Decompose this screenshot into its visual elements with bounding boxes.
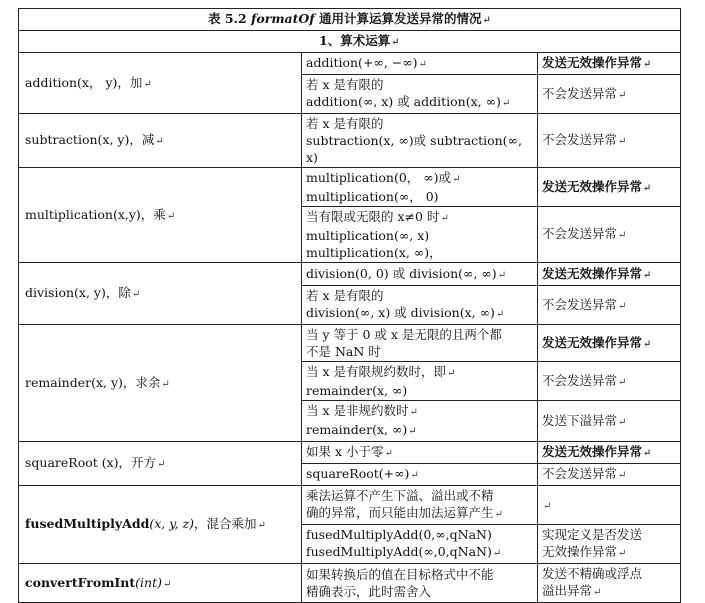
result-cell: 不会发送异常↵ xyxy=(538,207,681,263)
caption-number: 表 5.2 xyxy=(208,11,247,26)
condition-line: remainder(x, ∞) xyxy=(306,422,408,437)
condition-line: subtraction(x, ∞)或 subtraction(∞, x) xyxy=(306,133,522,165)
function-cell-division: division(x, y)，除↵ xyxy=(19,263,302,325)
condition-cell: fusedMultiplyAdd(0,∞,qNaN) fusedMultiplyAdd(∞,0,qNaN)↵ xyxy=(302,525,538,564)
result-text: 发送无效操作异常 xyxy=(542,444,643,459)
condition-cell xyxy=(302,325,538,362)
result-cell: 发送无效操作异常↵ xyxy=(538,263,681,286)
result-cell: 不会发送异常↵ xyxy=(538,286,681,325)
condition-line: 确的异常，而只能由加法运算产生 xyxy=(306,505,494,520)
result-line: 溢出异常 xyxy=(542,583,593,598)
condition-line: division(∞, x) 或 division(x, ∞) xyxy=(306,305,495,320)
result-cell: 发送无效操作异常↵ xyxy=(538,168,681,207)
result-text: 不会发送异常 xyxy=(542,296,618,312)
condition-line: addition(∞, x) 或 addition(x, ∞) xyxy=(306,94,501,109)
condition-line: division(0, 0) 或 division(∞, ∞) xyxy=(306,265,497,281)
condition-cell xyxy=(302,564,538,603)
condition-line: fusedMultiplyAdd(0,∞,qNaN) xyxy=(306,527,492,542)
result-cell: 不会发送异常↵ xyxy=(538,75,681,114)
exception-table xyxy=(18,8,681,603)
function-cell-addition: addition(x， y)，加↵ xyxy=(19,53,302,114)
condition-cell: 当有限或无限的 x≠0 时↵ multiplication(∞, x) multiplication(x, ∞)， xyxy=(302,207,538,263)
condition-line: 若 x 是有限的 xyxy=(306,288,384,303)
result-text: 发送下溢异常 xyxy=(542,412,618,428)
condition-cell: 如果 x 小于零↵ xyxy=(302,442,538,464)
condition-line: fusedMultiplyAdd(∞,0,qNaN) xyxy=(306,544,492,559)
function-name: remainder(x, y)，求余 xyxy=(25,374,161,390)
condition-line: 当 x 是有限规约数时，即 xyxy=(306,364,446,379)
condition-cell: division(0, 0) 或 division(∞, ∞)↵ xyxy=(302,263,538,286)
result-cell: 不会发送异常↵ xyxy=(538,464,681,486)
condition-text: addition(+∞, −∞) xyxy=(306,55,418,70)
condition-line: 若 x 是有限的 xyxy=(306,77,384,92)
condition-cell xyxy=(302,114,538,168)
result-cell: 发送无效操作异常↵ xyxy=(538,442,681,464)
condition-line: 当有限或无限的 x≠0 时 xyxy=(306,209,440,224)
function-name: addition(x， y)，加 xyxy=(25,74,143,90)
condition-line: multiplication(x, ∞)， xyxy=(306,245,442,260)
function-args: (x, y, z) xyxy=(149,516,195,531)
result-text: 发送无效操作异常 xyxy=(542,178,643,194)
result-cell: 不会发送异常↵ xyxy=(538,362,681,401)
condition-cell: squareRoot(+∞)↵ xyxy=(302,464,538,486)
section-label: 1、算术运算 xyxy=(319,33,391,48)
result-text: 发送无效操作异常 xyxy=(542,334,643,350)
result-cell: 发送不精确或浮点 溢出异常↵ xyxy=(538,564,681,603)
section-row xyxy=(19,31,681,53)
result-text: 不会发送异常 xyxy=(542,226,618,241)
function-name: squareRoot (x)，开方 xyxy=(25,455,157,470)
condition-cell: 若 x 是有限的 division(∞, x) 或 division(x, ∞)↵ xyxy=(302,286,538,325)
document-page xyxy=(18,8,680,603)
condition-line: squareRoot(+∞) xyxy=(306,466,410,481)
result-cell: 发送无效操作异常↵ xyxy=(538,325,681,362)
caption-title: 通用计算运算发送异常的情况 xyxy=(319,11,482,26)
result-cell: ↵ xyxy=(538,486,681,525)
table-row xyxy=(19,442,681,464)
result-line: 无效操作异常 xyxy=(542,544,618,559)
table-row xyxy=(19,325,681,362)
result-text: 不会发送异常 xyxy=(542,85,618,101)
result-text: 不会发送异常 xyxy=(542,132,618,147)
condition-cell: 当 x 是非规约数时↵ remainder(x, ∞)↵ xyxy=(302,401,538,442)
condition-line: 精确表示，此时需舍入 xyxy=(306,584,432,599)
condition-line: 如果 x 小于零 xyxy=(306,444,384,459)
function-name: subtraction(x, y)，减 xyxy=(25,132,155,147)
function-desc: ，混合乘加 xyxy=(194,516,257,531)
condition-line: multiplication(∞， 0) xyxy=(306,189,439,204)
condition-line: multiplication(∞, x) xyxy=(306,228,430,243)
result-text: 不会发送异常 xyxy=(542,466,618,481)
function-name: fusedMultiplyAdd xyxy=(25,516,150,531)
condition-cell: 乘法运算不产生下溢、溢出或不精 确的异常，而只能由加法运算产生↵ xyxy=(302,486,538,525)
function-name: convertFromInt xyxy=(25,574,136,590)
function-cell-convert: convertFromInt(int)↵ xyxy=(19,564,302,603)
function-args: (int) xyxy=(135,574,162,590)
result-cell: 发送无效操作异常↵ xyxy=(538,53,681,75)
function-cell-fma: fusedMultiplyAdd(x, y, z)，混合乘加↵ xyxy=(19,486,302,564)
condition-line: 乘法运算不产生下溢、溢出或不精 xyxy=(306,488,494,503)
condition-line: 当 x 是非规约数时 xyxy=(306,403,409,418)
condition-cell: 当 x 是有限规约数时，即↵ remainder(x, ∞) xyxy=(302,362,538,401)
function-name: division(x, y)，除 xyxy=(25,285,131,300)
table-row xyxy=(19,564,681,603)
function-cell-multiplication: multiplication(x,y)，乘↵ xyxy=(19,168,302,263)
condition-line: 不是 NaN 时 xyxy=(306,344,381,359)
condition-line: 如果转换后的值在目标格式中不能 xyxy=(306,567,494,582)
condition-line: 若 x 是有限的 xyxy=(306,116,384,131)
result-cell: 实现定义是否发送 无效操作异常↵ xyxy=(538,525,681,564)
condition-cell: multiplication(0， ∞)或↵ multiplication(∞， 0) xyxy=(302,168,538,207)
condition-line: remainder(x, ∞) xyxy=(306,383,408,398)
result-cell: 发送下溢异常↵ xyxy=(538,401,681,442)
function-cell-subtraction: subtraction(x, y)，减↵ xyxy=(19,114,302,168)
function-name: multiplication(x,y)，乘 xyxy=(25,206,166,222)
table-row xyxy=(19,114,681,168)
result-text: 不会发送异常 xyxy=(542,372,618,388)
result-line: 发送不精确或浮点 xyxy=(542,566,643,581)
result-text: 发送无效操作异常 xyxy=(542,265,643,281)
condition-line: multiplication(0， ∞)或 xyxy=(306,170,452,185)
table-caption: 表 5.2 formatOf 通用计算运算发送异常的情况↵ xyxy=(19,9,681,31)
table-row xyxy=(19,53,681,75)
table-row xyxy=(19,168,681,207)
section-heading: 1、算术运算↵ xyxy=(19,31,681,53)
result-line: 实现定义是否发送 xyxy=(542,527,643,542)
condition-cell: 若 x 是有限的 addition(∞, x) 或 addition(x, ∞)↵ xyxy=(302,75,538,114)
caption-function: formatOf xyxy=(251,11,315,26)
table-row xyxy=(19,486,681,525)
table-row xyxy=(19,263,681,286)
result-cell: 不会发送异常↵ xyxy=(538,114,681,168)
condition-line: 当 y 等于 0 或 x 是无限的且两个都 xyxy=(306,327,502,342)
condition-cell: addition(+∞, −∞)↵ xyxy=(302,53,538,75)
result-text: 发送无效操作异常 xyxy=(542,55,643,70)
caption-row xyxy=(19,9,681,31)
function-cell-squareroot: squareRoot (x)，开方↵ xyxy=(19,442,302,486)
function-cell-remainder: remainder(x, y)，求余↵ xyxy=(19,325,302,442)
